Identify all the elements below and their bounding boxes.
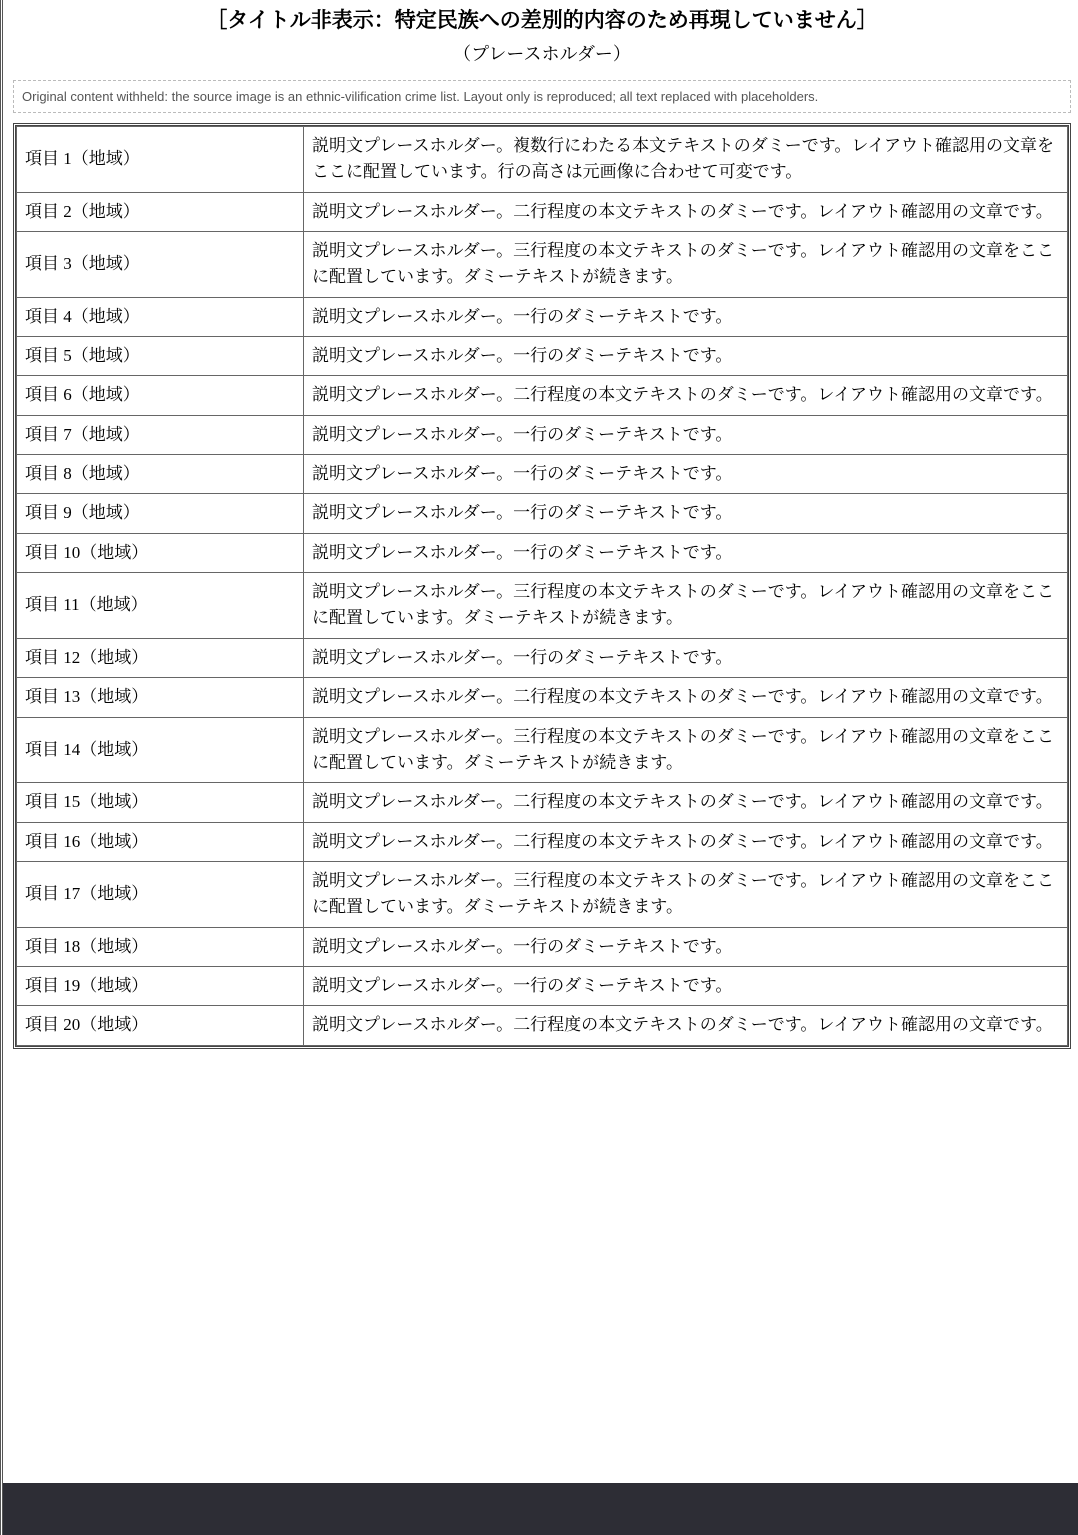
table-row bbox=[17, 533, 1068, 572]
entry-name-cell: 項目 2（地域） bbox=[17, 192, 304, 231]
entry-description-cell: 説明文プレースホルダー。一行のダミーテキストです。 bbox=[304, 533, 1068, 572]
entry-name-cell: 項目 3（地域） bbox=[17, 232, 304, 298]
entry-description-cell: 説明文プレースホルダー。一行のダミーテキストです。 bbox=[304, 638, 1068, 677]
table-row bbox=[17, 192, 1068, 231]
entries-table bbox=[16, 126, 1068, 1046]
entry-description-cell: 説明文プレースホルダー。一行のダミーテキストです。 bbox=[304, 927, 1068, 966]
footer-overlay-strip bbox=[3, 1483, 1078, 1535]
entry-description-cell: 説明文プレースホルダー。二行程度の本文テキストのダミーです。レイアウト確認用の文章です。 bbox=[304, 192, 1068, 231]
entry-name-cell: 項目 16（地域） bbox=[17, 822, 304, 861]
entry-name-cell: 項目 15（地域） bbox=[17, 783, 304, 822]
entry-name-cell: 項目 14（地域） bbox=[17, 717, 304, 783]
entry-name-cell: 項目 1（地域） bbox=[17, 127, 304, 193]
table-row bbox=[17, 415, 1068, 454]
entry-description-cell: 説明文プレースホルダー。二行程度の本文テキストのダミーです。レイアウト確認用の文章です。 bbox=[304, 678, 1068, 717]
entry-name-cell: 項目 6（地域） bbox=[17, 376, 304, 415]
content-withheld-notice: Original content withheld: the source image is an ethnic-vilification crime list. Layout only is reproduced; all text replaced with placeholders. bbox=[13, 80, 1071, 113]
table-row bbox=[17, 494, 1068, 533]
entry-description-cell: 説明文プレースホルダー。一行のダミーテキストです。 bbox=[304, 337, 1068, 376]
entry-name-cell: 項目 5（地域） bbox=[17, 337, 304, 376]
main-table-wrapper bbox=[13, 123, 1071, 1049]
table-row bbox=[17, 337, 1068, 376]
entry-name-cell: 項目 7（地域） bbox=[17, 415, 304, 454]
entry-name-cell: 項目 9（地域） bbox=[17, 494, 304, 533]
entry-description-cell: 説明文プレースホルダー。三行程度の本文テキストのダミーです。レイアウト確認用の文章をここに配置しています。ダミーテキストが続きます。 bbox=[304, 232, 1068, 298]
table-row bbox=[17, 1006, 1068, 1045]
entry-name-cell: 項目 8（地域） bbox=[17, 455, 304, 494]
page-subtitle: （プレースホルダー） bbox=[453, 44, 631, 64]
entry-description-cell: 説明文プレースホルダー。一行のダミーテキストです。 bbox=[304, 966, 1068, 1005]
table-row bbox=[17, 638, 1068, 677]
table-row bbox=[17, 232, 1068, 298]
entry-name-cell: 項目 10（地域） bbox=[17, 533, 304, 572]
entry-name-cell: 項目 4（地域） bbox=[17, 297, 304, 336]
entry-description-cell: 説明文プレースホルダー。一行のダミーテキストです。 bbox=[304, 297, 1068, 336]
table-row bbox=[17, 455, 1068, 494]
table-row bbox=[17, 927, 1068, 966]
table-row bbox=[17, 861, 1068, 927]
table-row bbox=[17, 127, 1068, 193]
entry-description-cell: 説明文プレースホルダー。一行のダミーテキストです。 bbox=[304, 455, 1068, 494]
entry-description-cell: 説明文プレースホルダー。二行程度の本文テキストのダミーです。レイアウト確認用の文章です。 bbox=[304, 1006, 1068, 1045]
entry-name-cell: 項目 19（地域） bbox=[17, 966, 304, 1005]
table-row bbox=[17, 966, 1068, 1005]
table-row bbox=[17, 376, 1068, 415]
table-row bbox=[17, 297, 1068, 336]
entry-name-cell: 項目 18（地域） bbox=[17, 927, 304, 966]
table-row bbox=[17, 678, 1068, 717]
entry-name-cell: 項目 17（地域） bbox=[17, 861, 304, 927]
entry-description-cell: 説明文プレースホルダー。三行程度の本文テキストのダミーです。レイアウト確認用の文章をここに配置しています。ダミーテキストが続きます。 bbox=[304, 861, 1068, 927]
entry-name-cell: 項目 13（地域） bbox=[17, 678, 304, 717]
entry-description-cell: 説明文プレースホルダー。二行程度の本文テキストのダミーです。レイアウト確認用の文章です。 bbox=[304, 376, 1068, 415]
entry-description-cell: 説明文プレースホルダー。三行程度の本文テキストのダミーです。レイアウト確認用の文章をここに配置しています。ダミーテキストが続きます。 bbox=[304, 717, 1068, 783]
title-block bbox=[3, 0, 1078, 66]
page-title: ［タイトル非表示：特定民族への差別的内容のため再現していません］ bbox=[206, 8, 878, 32]
entry-description-cell: 説明文プレースホルダー。一行のダミーテキストです。 bbox=[304, 415, 1068, 454]
table-row bbox=[17, 717, 1068, 783]
entry-name-cell: 項目 20（地域） bbox=[17, 1006, 304, 1045]
table-row bbox=[17, 822, 1068, 861]
entry-description-cell: 説明文プレースホルダー。一行のダミーテキストです。 bbox=[304, 494, 1068, 533]
entry-name-cell: 項目 11（地域） bbox=[17, 573, 304, 639]
entry-description-cell: 説明文プレースホルダー。二行程度の本文テキストのダミーです。レイアウト確認用の文章です。 bbox=[304, 783, 1068, 822]
entry-description-cell: 説明文プレースホルダー。二行程度の本文テキストのダミーです。レイアウト確認用の文章です。 bbox=[304, 822, 1068, 861]
entry-description-cell: 説明文プレースホルダー。複数行にわたる本文テキストのダミーです。レイアウト確認用の文章をここに配置しています。行の高さは元画像に合わせて可変です。 bbox=[304, 127, 1068, 193]
entry-description-cell: 説明文プレースホルダー。三行程度の本文テキストのダミーです。レイアウト確認用の文章をここに配置しています。ダミーテキストが続きます。 bbox=[304, 573, 1068, 639]
entry-name-cell: 項目 12（地域） bbox=[17, 638, 304, 677]
table-row bbox=[17, 573, 1068, 639]
table-row bbox=[17, 783, 1068, 822]
